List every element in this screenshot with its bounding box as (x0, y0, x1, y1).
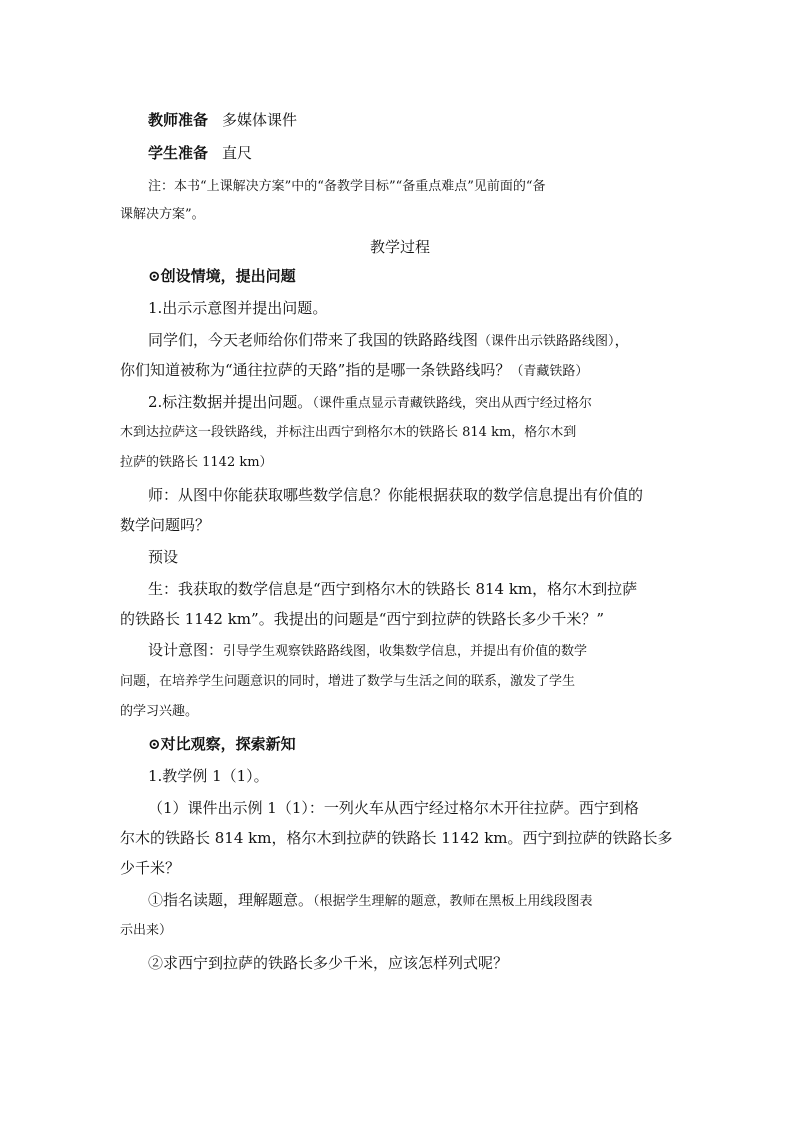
sec2-para-2-line-1: （1）课件出示例 1（1）：一列火车从西宁经过格尔木开往拉萨。西宁到格 (148, 799, 639, 817)
section-1-heading: ⊙创设情境，提出问题 (148, 267, 296, 285)
courseware-note: （课件出示铁路路线图） (478, 334, 615, 349)
sec1-para-3-line-1 (148, 392, 680, 414)
answer-note: （青藏铁路） (510, 364, 589, 379)
design-intent-line-1 (148, 640, 680, 662)
sec1-para-5-line-1: 生：我获取的数学信息是“西宁到格尔木的铁路长 814 km，格尔木到拉萨 (148, 580, 638, 598)
text-run: 引导学生观察铁路路线图，收集数学信息，并提出有价值的数学 (223, 644, 588, 659)
text-run: ， (614, 331, 630, 349)
teacher-prep-label: 教师准备 (148, 111, 209, 129)
text-run: 2.标注数据并提出问题。 (148, 393, 313, 411)
design-intent-line-3: 的学习兴趣。 (120, 704, 199, 719)
sec1-para-2-line-1 (148, 330, 680, 352)
design-intent-label: 设计意图： (148, 641, 224, 659)
sec2-para-2-line-2: 尔木的铁路长 814 km，格尔木到拉萨的铁路长 1142 km。西宁到拉萨的铁路长多 (120, 829, 673, 847)
sec1-para-4-line-1: 师：从图中你能获取哪些数学信息？你能根据获取的数学信息提出有价值的 (148, 486, 644, 504)
note-line-2: 课解决方案”。 (120, 207, 205, 222)
student-prep-value: 直尺 (222, 144, 253, 162)
sec1-para-2-line-2 (120, 360, 680, 382)
teacher-prep-value: 多媒体课件 (222, 111, 298, 129)
text-run: 你们知道被称为“通往拉萨的天路”指的是哪一条铁路线吗？ (120, 361, 511, 379)
process-title: 教学过程 (369, 238, 430, 256)
student-prep-label: 学生准备 (148, 144, 209, 162)
sec1-para-4-line-2: 数学问题吗？ (120, 516, 211, 534)
sec1-para-3-line-2: 木到达拉萨这一段铁路线，并标注出西宁到格尔木的铁路长 814 km，格尔木到 (120, 425, 577, 440)
note-line-1: 注：本书“上课解决方案”中的“备教学目标”“备重点难点”见前面的“备 (148, 179, 546, 194)
sec2-step-1: 1.教学例 1（1）。 (148, 767, 269, 785)
design-intent-line-2: 问题，在培养学生问题意识的同时，增进了数学与生活之间的联系，激发了学生 (120, 674, 576, 689)
section-2-heading: ⊙对比观察，探索新知 (148, 735, 296, 753)
text-run: ①指名读题，理解题意。 (148, 891, 314, 909)
text-run: 同学们，今天老师给你们带来了我国的铁路路线图 (148, 331, 479, 349)
sec2-para-3-line-1 (148, 890, 680, 912)
teacher-prep-line (148, 110, 680, 130)
sec2-para-4: ②求西宁到拉萨的铁路长多少千米，应该怎样列式呢？ (148, 954, 509, 972)
sec1-step-1: 1.出示示意图并提出问题。 (148, 299, 328, 317)
sec1-para-3-line-3: 拉萨的铁路长 1142 km） (120, 455, 273, 470)
sec1-para-5-line-2: 的铁路长 1142 km”。我提出的问题是“西宁到拉萨的铁路长多少千米？” (120, 610, 605, 628)
sec2-para-3-line-2: 示出来） (120, 923, 173, 938)
courseware-note: （课件重点显示青藏铁路线，突出从西宁经过格尔 (312, 396, 592, 411)
preset-label: 预设 (148, 548, 179, 566)
student-prep-line (148, 143, 680, 163)
blackboard-note: （根据学生理解的题意，教师在黑板上用线段图表 (313, 894, 593, 909)
sec2-para-2-line-3: 少千米？ (120, 859, 181, 877)
